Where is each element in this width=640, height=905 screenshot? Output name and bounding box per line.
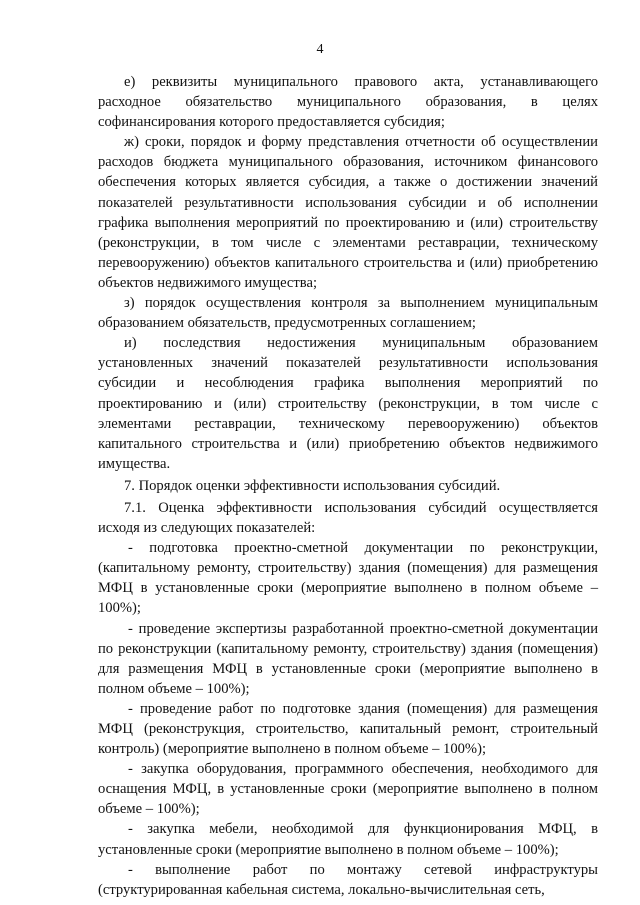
paragraph-e-requisites: е) реквизиты муниципального правового акта, устанавливающего расходное обязательство муниципального образования, в целях софинансирования которого предоставляется субсидия; (98, 74, 598, 131)
paragraph-z-control: з) порядок осуществления контроля за выполнением муниципальным образованием обязательств, предусмотренных соглашением; (98, 295, 598, 332)
page-number: 4 (316, 42, 324, 57)
paragraph-i-consequences: и) последствия недостижения муниципальным образованием установленных значений показателей результативности использования субсидии и несоблюдения графика выполнения мероприятий по проектированию и (или) строительству (реконструкции, в том числе с элементами реставрации, техническому перевооружению) объектов капитального строительства и (или) приобретению объектов недвижимого имущества. (98, 335, 598, 472)
paragraph-7-1: 7.1. Оценка эффективности использования субсидий осуществляется исходя из следующих показателей: (98, 499, 598, 537)
list-item: - закупка мебели, необходимой для функционирования МФЦ, в установленные сроки (мероприятие выполнено в полном объеме – 100%); (98, 821, 598, 858)
paragraph-zh-reporting: ж) сроки, порядок и форму представления отчетности об осуществлении расходов бюджета муниципального образования, источником финансового обеспечения которых является субсидия, а также о достижении значений показателей результативности использования субсидии и об исполнении графика выполнения мероприятий по проектированию и (или) строительству (реконструкции, в том числе с элементами реставрации, техническому перевооружению) объектов капитального строительства и (или) приобретению объектов недвижимого имущества; (98, 134, 598, 291)
section-heading-7: 7. Порядок оценки эффективности использования субсидий. (124, 477, 501, 494)
list-item: - проведение экспертизы разработанной проектно-сметной документации по реконструкции (капитальному ремонту, строительству) здания (помещения) для размещения МФЦ в установленные сроки (мероприятие выполнено в полном объеме – 100%); (98, 620, 598, 697)
list-item: - выполнение работ по монтажу сетевой инфраструктуры (структурированная кабельная система, локально-вычислительная сеть, (98, 861, 598, 898)
list-item: - закупка оборудования, программного обеспечения, необходимого для оснащения МФЦ, в установленные сроки (мероприятие выполнено в полном объеме – 100%); (98, 761, 598, 818)
list-item: - проведение работ по подготовке здания (помещения) для размещения МФЦ (реконструкция, строительство, капитальный ремонт, строительный контроль) (мероприятие выполнено в полном объеме – 100%); (98, 700, 598, 758)
list-item: - подготовка проектно-сметной документации по реконструкции, (капитальному ремонту, строительству) здания (помещения) для размещения МФЦ в установленные сроки (мероприятие выполнено в полном объеме – 100%); (98, 540, 598, 617)
document-body (98, 72, 598, 900)
